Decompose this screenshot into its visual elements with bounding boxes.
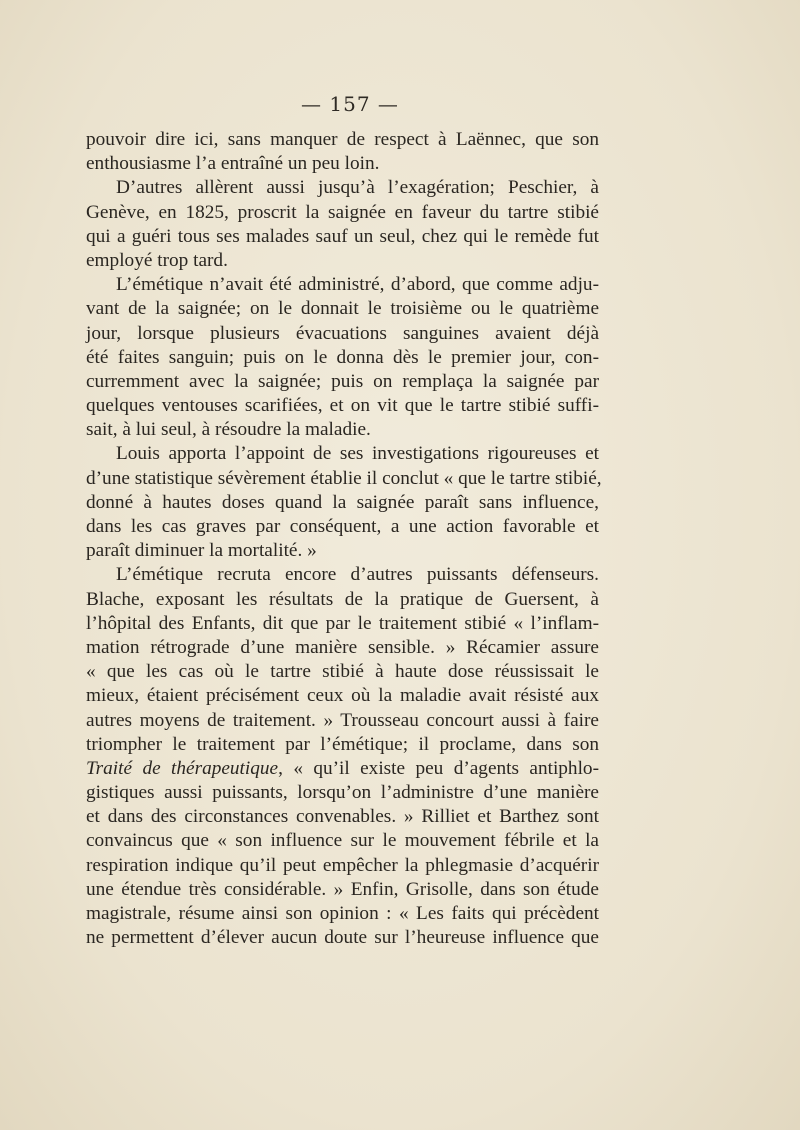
text-segment: mieux, étaient précisément ceux où la maladie avait résisté aux	[86, 685, 599, 707]
text-line	[86, 612, 599, 636]
text-line	[86, 297, 599, 321]
page-number: — 157 —	[301, 92, 399, 116]
text-line	[86, 902, 599, 926]
text-line	[86, 563, 599, 587]
text-segment: convaincus que « son influence sur le mouvement fébrile et la	[86, 830, 599, 852]
text-line	[86, 878, 599, 902]
text-segment: d’une statistique sévèrement établie il conclut « que le tartre stibié,	[86, 467, 602, 489]
text-line	[86, 201, 599, 225]
body-text	[86, 128, 602, 950]
italic-title: Traité de thérapeutique	[86, 757, 279, 779]
text-segment: Louis apporta l’appoint de ses investigations rigoureuses et	[116, 443, 599, 465]
text-segment: autres moyens de traitement. » Trousseau concourt aussi à faire	[86, 709, 599, 731]
text-line	[86, 539, 599, 563]
text-segment: employé trop tard.	[86, 249, 228, 271]
text-line	[86, 394, 599, 418]
text-segment: L’émétique n’avait été administré, d’abord, que comme adju-	[116, 274, 599, 296]
text-segment: D’autres allèrent aussi jusqu’à l’exagération; Peschier, à	[116, 177, 599, 199]
text-segment: L’émétique recruta encore d’autres puissants défenseurs.	[116, 564, 599, 586]
text-segment: une étendue très considérable. » Enfin, Grisolle, dans son étude	[86, 878, 599, 900]
text-line	[86, 225, 599, 249]
text-line	[86, 346, 599, 370]
text-line	[86, 588, 599, 612]
text-line	[86, 515, 599, 539]
text-segment: quelques ventouses scarifiées, et on vit que le tartre stibié suffi-	[86, 395, 599, 417]
text-segment: curremment avec la saignée; puis on remplaça la saignée par	[86, 370, 599, 392]
text-segment: dans les cas graves par conséquent, a une action favorable et	[86, 516, 599, 537]
text-line	[86, 418, 599, 442]
text-line	[86, 176, 599, 200]
text-segment: triompher le traitement par l’émétique; il proclame, dans son	[86, 733, 599, 755]
text-line	[86, 829, 599, 853]
text-segment: , « qu’il existe peu d’agents antiphlo-	[278, 757, 599, 779]
text-line	[86, 926, 599, 950]
text-line	[86, 709, 599, 733]
text-line	[86, 781, 599, 805]
text-segment: sait, à lui seul, à résoudre la maladie.	[86, 419, 371, 441]
text-segment: été faites sanguin; puis on le donna dès le premier jour, con-	[86, 346, 599, 368]
text-line	[86, 249, 599, 273]
text-line	[86, 322, 599, 346]
text-line	[86, 854, 599, 878]
text-line	[86, 636, 599, 660]
text-line	[86, 273, 599, 297]
text-segment: ne permettent d’élever aucun doute sur l’heureuse influence que	[86, 927, 599, 949]
text-segment: Blache, exposant les résultats de la pratique de Guersent, à	[86, 588, 599, 610]
text-segment: donné à hautes doses quand la saignée paraît sans influence,	[86, 491, 599, 513]
text-segment: et dans des circonstances convenables. » Rilliet et Barthez sont	[86, 806, 599, 828]
text-segment: vant de la saignée; on le donnait le troisième ou le quatrième	[86, 298, 599, 320]
text-segment: respiration indique qu’il peut empêcher la phlegmasie d’acquérir	[86, 854, 599, 876]
text-segment: paraît diminuer la mortalité. »	[86, 540, 317, 562]
text-line	[86, 684, 599, 708]
text-line	[86, 442, 599, 466]
text-segment: qui a guéri tous ses malades sauf un seul, chez qui le remède fut	[86, 225, 599, 247]
text-line	[86, 757, 599, 781]
text-line	[86, 467, 602, 491]
text-segment: mation rétrograde d’une manière sensible. » Récamier assure	[86, 636, 599, 658]
text-segment: jour, lorsque plusieurs évacuations sanguines avaient déjà	[86, 322, 599, 344]
text-line	[86, 491, 599, 515]
text-line	[86, 128, 599, 152]
text-segment: « que les cas où le tartre stibié à haute dose réussissait le	[86, 661, 599, 683]
text-line	[86, 370, 599, 394]
text-segment: pouvoir dire ici, sans manquer de respect à Laënnec, que son	[86, 129, 599, 150]
text-line	[86, 805, 599, 829]
text-line	[86, 660, 599, 684]
text-line	[86, 733, 599, 757]
text-segment: enthousiasme l’a entraîné un peu loin.	[86, 153, 380, 175]
text-segment: Genève, en 1825, proscrit la saignée en faveur du tartre stibié	[86, 201, 599, 223]
text-segment: gistiques aussi puissants, lorsqu’on l’administre d’une manière	[86, 782, 599, 804]
text-line	[86, 152, 599, 176]
text-segment: l’hôpital des Enfants, dit que par le traitement stibié « l’inflam-	[86, 612, 599, 634]
text-segment: magistrale, résume ainsi son opinion : « Les faits qui précèdent	[86, 903, 599, 924]
